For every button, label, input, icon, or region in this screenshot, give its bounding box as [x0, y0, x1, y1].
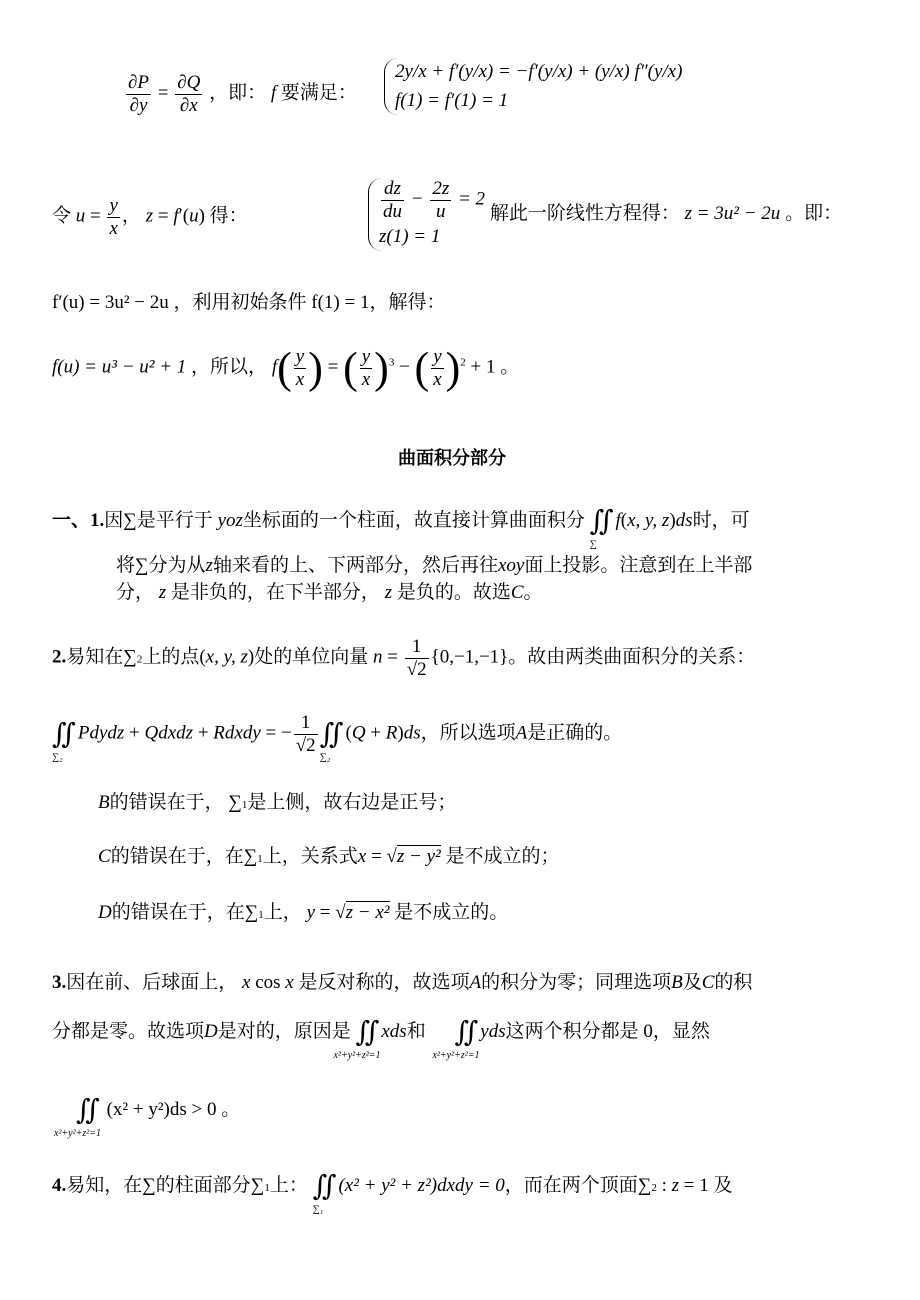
- dQ-dx-fraction: $\frac{\partial Q}{\partial x}$: [177, 72, 201, 116]
- get-text: 得：: [209, 205, 248, 227]
- item-2-B: B的错误在于， ∑1是上侧，故右边是正号；: [98, 792, 457, 813]
- dP-dy-fraction: $\frac{\partial P}{\partial y}$: [128, 72, 149, 116]
- equation-line-3: [52, 292, 445, 315]
- l1-comma-text: ，即：: [209, 82, 267, 104]
- item-1-line-1: 一、1.因∑是平行于 yoz坐标面的一个柱面，故直接计算曲面积分 ∬ ∑ f(x, y, z)ds时，可: [52, 506, 750, 550]
- item-1-line-3: 分， z 是非负的，在下半部分， z 是负的。故选C。: [116, 582, 543, 603]
- f-u-result: f(u) = u³ − u² + 1: [52, 356, 187, 378]
- system-1-bottom: f(1) = f′(1) = 1: [395, 89, 509, 111]
- section-heading: 曲面积分部分: [398, 448, 506, 469]
- item-1-line-2: 将∑分为从z轴来看的上、下两部分，然后再往xoy面上投影。注意到在上半部: [116, 555, 753, 576]
- equation-line-4: f(u) = u³ − u² + 1 ，所以， f( $\frac{y}{x}$ ) = ( $\frac{y}{x}$ )$^3$ − ( $\frac{y}{x}$ )$^2$ + 1 。: [52, 343, 520, 393]
- equation-system-1: [384, 58, 682, 115]
- system-1-top: 2y/x + f′(y/x) = −f′(y/x) + (y/x) f″(y/x): [395, 61, 683, 82]
- solve-text: 解此一阶线性方程得：: [489, 203, 680, 225]
- equation-system-2: $\frac{dz}{du}$ − $\frac{2z}{u}$ = 2 z(1) = 1 解此一阶线性方程得： z = 3u² − 2u 。即：: [368, 178, 842, 251]
- item-2-C: C的错误在于，在∑1上，关系式x = √z − y² 是不成立的；: [98, 846, 560, 867]
- item-2-equation: ∬ ∑₂ Pdydz + Qdxdz + Rdxdy = − $\frac{1}{√2}$ ∬ ∑₂ (Q + R)ds，所以选项A是正确的。: [52, 712, 623, 763]
- equation-line-1: $\frac{\partial P}{\partial y}$ = $\frac{\partial Q}{\partial x}$ ，即： f 要满足：: [128, 72, 357, 116]
- equation-line-2: 令 u = $\frac{y}{x}$ ， z = f′(u) 得：: [52, 195, 248, 239]
- solve-end: 。即：: [785, 203, 843, 225]
- item-4-line-1: 4.易知，在∑的柱面部分∑1上： ∬ ∑₁ (x² + y² + z²)dxdy = 0，而在两个顶面∑2 : z = 1 及: [52, 1171, 733, 1215]
- f-symbol: f: [270, 82, 277, 104]
- l3-text: f′(u) = 3u² − 2u ，利用初始条件 f(1) = 1，解得：: [52, 292, 446, 313]
- l4-so: ，所以，: [191, 356, 268, 378]
- solution-z: z = 3u² − 2u: [684, 203, 781, 225]
- item-3-line-2: 分都是零。故选项D是对的，原因是 ∬ x²+y²+z²=1 xds和 ∬ x²+y²+z²=1 yds这两个积分都是 0，显然: [52, 1017, 710, 1061]
- let-text: 令: [52, 205, 72, 227]
- item-2-line-1: 2.易知在∑2上的点(x, y, z)处的单位向量 n = $\frac{1}{√2}$ {0,−1,−1}。故由两类曲面积分的关系：: [52, 636, 756, 680]
- item-2-D: D的错误在于，在∑1上， y = √z − x² 是不成立的。: [98, 902, 509, 923]
- item-3-line-3: ∬ x²+y²+z²=1 (x² + y²)ds > 0 。: [54, 1095, 241, 1139]
- item-1-number: 一、1.: [52, 510, 105, 532]
- item-3-line-1: 3.因在前、后球面上， x cos x 是反对称的，故选项A的积分为零；同理选项B及C的积: [52, 972, 753, 993]
- l1-must-text: 要满足：: [280, 82, 357, 104]
